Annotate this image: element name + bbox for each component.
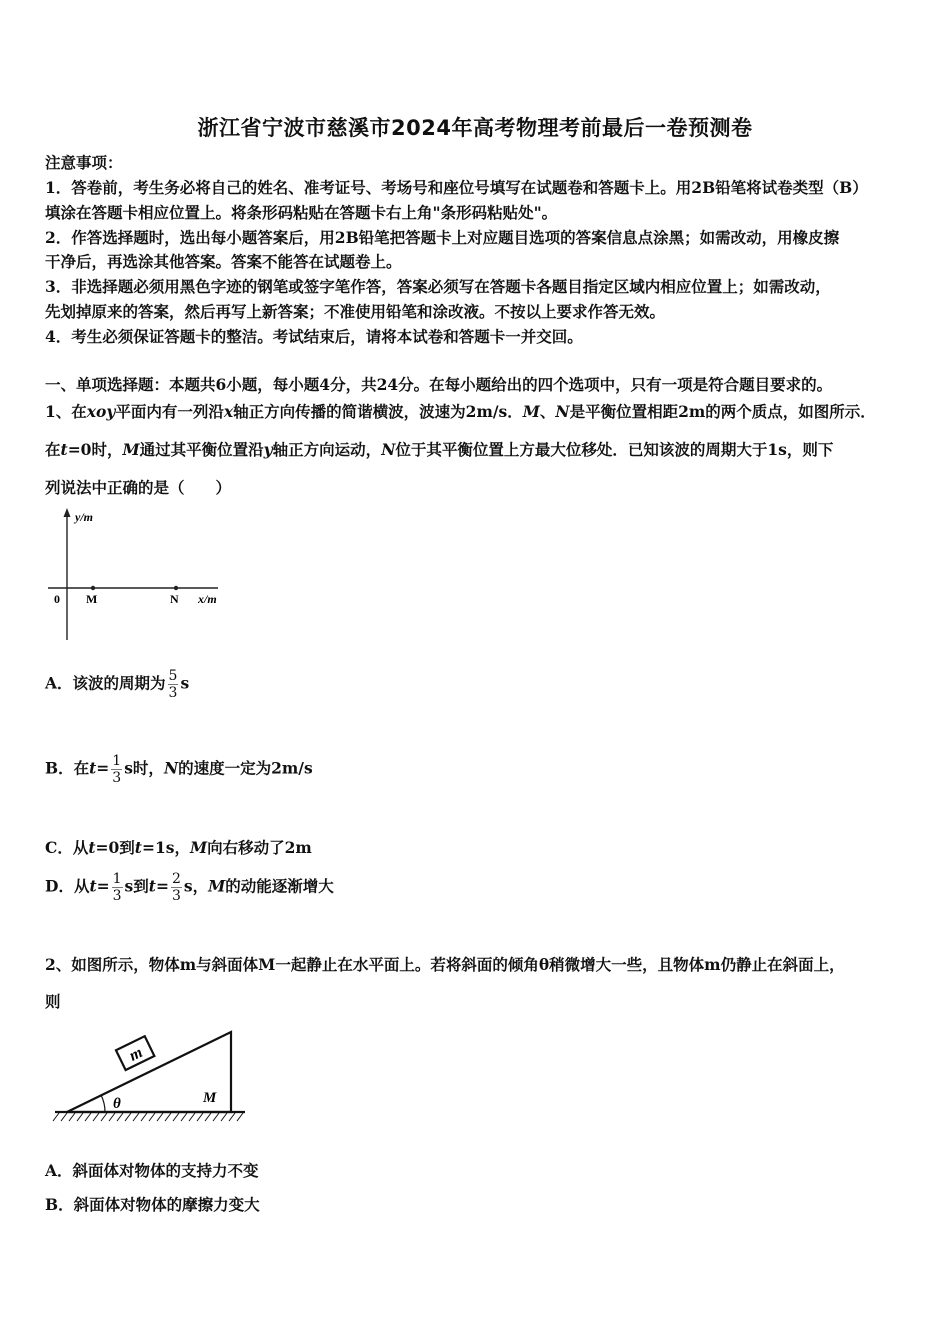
block-label: m	[126, 1043, 146, 1065]
notice-line: 先划掉原来的答案，然后再写上新答案；不准使用铅笔和涂改液。不按以上要求作答无效。	[45, 302, 666, 321]
q2-option-b[interactable]: B．斜面体对物体的摩擦力变大	[45, 1195, 260, 1214]
notice-line: 1．答卷前，考生务必将自己的姓名、准考证号、考场号和座位号填写在试题卷和答题卡上。用2B铅笔将试卷类型（B）	[45, 178, 868, 197]
y-axis-arrow	[64, 508, 71, 517]
notice-heading: 注意事项：	[45, 153, 123, 172]
m-label: M	[86, 592, 98, 606]
q1-option-b[interactable]: B．在t= $\frac{1}{3}$ s时，N的速度一定为2m/s	[45, 753, 313, 786]
q2-option-a[interactable]: A．斜面体对物体的支持力不变	[45, 1161, 259, 1180]
q1-option-d[interactable]: D．从t= $\frac{1}{3}$ s到t= $\frac{2}{3}$ s，M的动能逐渐增大	[45, 871, 334, 904]
q1-stem-line1: 1、在xoy平面内有一列沿x轴正方向传播的简谐横波，波速为2m/s．M、N是平衡位置相距2m的两个质点，如图所示．	[45, 402, 876, 421]
q1-option-a[interactable]: A．该波的周期为 $\frac{5}{3}$ s	[45, 668, 190, 701]
angle-arc	[101, 1095, 105, 1112]
notice-line: 3．非选择题必须用黑色字迹的钢笔或签字笔作答，答案必须写在答题卡各题目指定区域内相应位置上；如需改动，	[45, 277, 831, 296]
wedge-label: M	[203, 1090, 217, 1106]
notice-line: 干净后，再选涂其他答案。答案不能答在试题卷上。	[45, 252, 402, 271]
point-n	[174, 586, 178, 590]
q2-stem-line2: 则	[45, 992, 61, 1011]
q1-stem-line2: 在t=0时，M通过其平衡位置沿y轴正方向运动，N位于其平衡位置上方最大位移处．已知该波的周期大于1s，则下	[45, 440, 834, 459]
x-axis-label: x/m	[198, 592, 217, 606]
n-label: N	[170, 592, 179, 606]
wave-axis-figure	[40, 505, 240, 645]
q1-stem-line3: 列说法中正确的是（ ）	[45, 478, 232, 497]
ground-hatching	[53, 1113, 243, 1121]
origin-label: 0	[54, 592, 60, 606]
notice-line: 填涂在答题卡相应位置上。将条形码粘贴在答题卡右上角"条形码粘贴处"。	[45, 203, 558, 222]
point-m	[91, 586, 95, 590]
section-heading: 一、单项选择题：本题共6小题，每小题4分，共24分。在每小题给出的四个选项中，只有一项是符合题目要求的。	[45, 375, 833, 394]
page-title: 浙江省宁波市慈溪市2024年高考物理考前最后一卷预测卷	[197, 116, 753, 140]
q1-option-c[interactable]: C．从t=0到t=1s，M向右移动了2m	[45, 838, 312, 857]
incline-figure	[45, 1022, 255, 1132]
block-m	[116, 1036, 154, 1070]
angle-label: θ	[113, 1096, 121, 1112]
notice-line: 2．作答选择题时，选出每小题答案后，用2B铅笔把答题卡上对应题目选项的答案信息点涂黑；如需改动，用橡皮擦	[45, 228, 840, 247]
notice-line: 4．考生必须保证答题卡的整洁。考试结束后，请将本试卷和答题卡一并交回。	[45, 327, 583, 346]
q2-stem-line1: 2、如图所示，物体m与斜面体M一起静止在水平面上。若将斜面的倾角θ稍微增大一些，且物体m仍静止在斜面上，	[45, 955, 845, 974]
y-axis-label: y/m	[75, 510, 93, 524]
